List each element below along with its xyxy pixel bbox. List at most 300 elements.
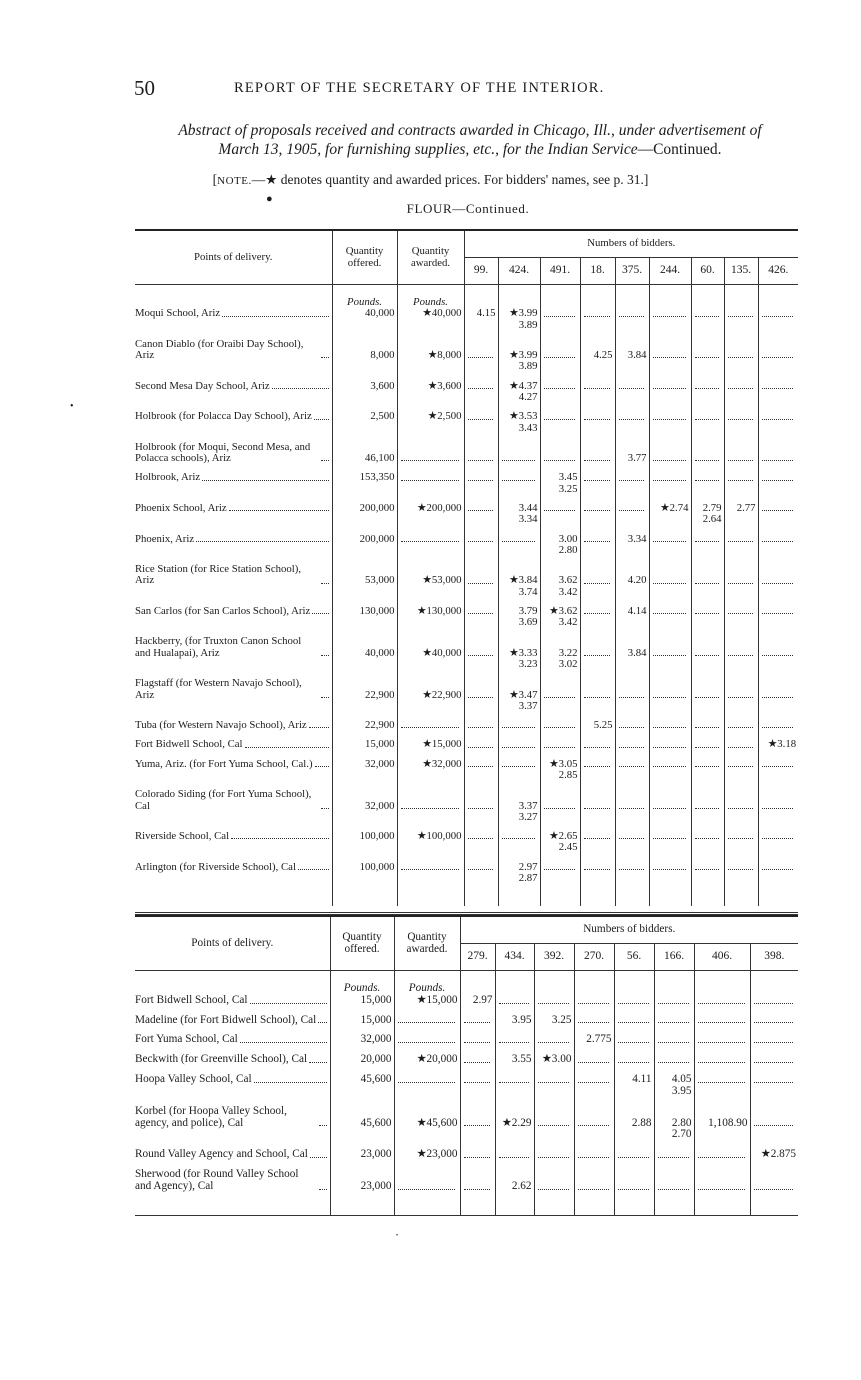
table-cell	[615, 812, 649, 823]
leader-dots	[468, 655, 493, 656]
bid-price-cell	[498, 495, 540, 514]
table-cell	[540, 361, 580, 372]
leader-dots	[468, 541, 493, 542]
leader-dots	[695, 419, 719, 420]
bid-price-cell	[758, 403, 798, 422]
leader-dots	[584, 766, 610, 767]
leader-dots	[698, 1062, 745, 1063]
table-cell	[540, 884, 580, 906]
bid-price-cell	[574, 1141, 614, 1161]
point-of-delivery-name: Canon Diablo (for Oraibi Day School), Ariz	[135, 337, 304, 362]
table-row-continuation	[135, 842, 798, 853]
leader-dots	[499, 1042, 529, 1043]
leader-dots	[312, 613, 328, 614]
bid-price-cell	[750, 1161, 798, 1193]
point-of-delivery	[135, 373, 332, 392]
table-cell	[540, 701, 580, 712]
abstract-title-line-2-italic: March 13, 1905, for furnishing supplies, etc., for the Indian Service	[218, 141, 638, 158]
quantity-offered: 45,600	[330, 1098, 394, 1130]
bid-price-cell	[534, 1141, 574, 1161]
bidder-number-header: 398.	[750, 944, 798, 971]
table-cell	[332, 484, 397, 495]
page-number: 50	[134, 76, 155, 100]
leader-dots	[695, 655, 719, 656]
table-cell	[615, 484, 649, 495]
table-row	[135, 781, 798, 812]
bid-price-cell	[691, 403, 724, 422]
bid-price-cell	[580, 526, 615, 545]
leader-dots	[728, 766, 753, 767]
leader-dots	[464, 1082, 490, 1083]
table-cell	[649, 701, 691, 712]
ink-speck: •	[396, 1233, 399, 1239]
point-of-delivery	[135, 403, 332, 422]
bid-price-cell	[540, 854, 580, 873]
table-cell	[580, 812, 615, 823]
table-cell	[614, 1193, 654, 1215]
leader-dots	[653, 419, 686, 420]
table-cell	[750, 1129, 798, 1141]
table-cell	[580, 423, 615, 434]
leader-dots	[584, 388, 610, 389]
quantity-awarded	[394, 1161, 460, 1193]
bid-price-cell	[758, 823, 798, 842]
leader-dots	[653, 697, 686, 698]
quantity-offered: 15,000	[330, 995, 394, 1007]
bid-price-cell	[615, 628, 649, 659]
bid-price-cell	[498, 464, 540, 483]
bid-price-cell	[615, 751, 649, 770]
bid-price-cell	[758, 628, 798, 659]
leader-dots	[464, 1062, 490, 1063]
table-cell	[615, 545, 649, 556]
table-cell	[464, 659, 498, 670]
leader-dots	[728, 613, 753, 614]
leader-dots	[698, 1042, 745, 1043]
bid-price-cell	[691, 731, 724, 750]
table-cell	[615, 617, 649, 628]
bid-price-cell	[724, 731, 758, 750]
leader-dots	[502, 541, 535, 542]
bid-price-cell	[498, 781, 540, 812]
bid-price: 3.22	[558, 646, 578, 659]
point-of-delivery	[135, 598, 332, 617]
table-cell	[397, 392, 464, 403]
bid-price-cell	[724, 403, 758, 422]
point-of-delivery-name: Fort Bidwell School, Cal	[135, 738, 243, 751]
leader-dots	[653, 583, 686, 584]
bid-price-cell	[758, 712, 798, 731]
bid-price: ★2.29	[501, 1116, 532, 1129]
bid-price-cell	[464, 495, 498, 514]
bid-price-cell	[580, 670, 615, 701]
leader-dots	[653, 541, 686, 542]
quantity-awarded	[397, 712, 464, 731]
quantity-offered-header: Quantity offered.	[330, 916, 394, 971]
bid-price: ★2.875	[760, 1148, 797, 1161]
table-cell	[724, 320, 758, 331]
table-cell	[724, 514, 758, 525]
bid-price-cell	[498, 751, 540, 770]
bidder-number-header: 426.	[758, 258, 798, 285]
table-row	[135, 434, 798, 465]
bid-price-cell	[649, 598, 691, 617]
table-cell	[332, 545, 397, 556]
quantity-awarded: ★40,000	[397, 628, 464, 659]
bid-price-cell	[691, 495, 724, 514]
table-row-continuation	[135, 659, 798, 670]
leader-dots	[544, 316, 575, 317]
leader-dots	[196, 541, 328, 542]
bid-price-cell	[615, 670, 649, 701]
bid-price-cell	[574, 1098, 614, 1130]
bid-price-cell	[540, 781, 580, 812]
leader-dots	[502, 727, 535, 728]
leader-dots	[254, 1082, 327, 1083]
bid-price-cell	[750, 1098, 798, 1130]
table-row	[135, 308, 798, 319]
table-cell	[649, 320, 691, 331]
bid-price-cell	[540, 495, 580, 514]
table-cell	[615, 297, 649, 308]
leader-dots	[653, 747, 686, 748]
bid-price-cell	[615, 781, 649, 812]
table-cell	[691, 659, 724, 670]
leader-dots	[695, 697, 719, 698]
bid-price-alt: 2.70	[671, 1128, 692, 1141]
bid-price-cell	[534, 1046, 574, 1066]
leader-dots	[728, 357, 753, 358]
leader-dots	[653, 766, 686, 767]
table-cell	[135, 484, 332, 495]
point-of-delivery-name: Tuba (for Western Navajo School), Ariz	[135, 719, 307, 732]
table-cell	[498, 884, 540, 906]
bid-price: 1,108.90	[708, 1116, 748, 1129]
bid-price-cell	[649, 781, 691, 812]
running-head: REPORT OF THE SECRETARY OF THE INTERIOR.	[234, 80, 605, 96]
table-cell	[330, 1086, 394, 1098]
bid-price-cell	[464, 556, 498, 587]
bid-price-cell	[534, 1161, 574, 1193]
bid-price-cell	[691, 781, 724, 812]
table-cell	[540, 297, 580, 308]
table-cell	[135, 545, 332, 556]
bid-price-cell	[534, 1066, 574, 1086]
leader-dots	[398, 1189, 455, 1190]
quantity-awarded	[394, 1026, 460, 1046]
leader-dots	[272, 388, 329, 389]
point-of-delivery	[135, 854, 332, 873]
point-of-delivery	[135, 628, 332, 659]
point-of-delivery-name: Holbrook (for Moqui, Second Mesa, and Polacca schools), Ariz	[135, 440, 311, 465]
table-cell	[394, 1086, 460, 1098]
note-text: denotes quantity and awarded prices. For bidders' names, see p. 31.]	[277, 172, 649, 187]
bid-price: ★3.84	[509, 574, 538, 587]
bid-price: ★3.05	[549, 757, 578, 770]
quantity-awarded-header: Quantity awarded.	[397, 230, 464, 285]
bid-price-cell	[615, 731, 649, 750]
bid-price-cell	[654, 1026, 694, 1046]
table-cell	[397, 545, 464, 556]
leader-dots	[619, 869, 644, 870]
leader-dots	[468, 697, 493, 698]
bid-price-alt: 3.23	[518, 658, 538, 671]
points-of-delivery-header: Points of delivery.	[135, 230, 332, 285]
table-cell	[758, 320, 798, 331]
bid-price: 5.25	[593, 719, 613, 732]
quantity-awarded	[397, 464, 464, 483]
bid-price: 3.84	[627, 349, 647, 362]
table-cell	[615, 587, 649, 598]
table-cell	[615, 701, 649, 712]
bid-price-cell	[495, 1161, 534, 1193]
table-row-continuation	[135, 812, 798, 823]
leader-dots	[544, 388, 575, 389]
bid-price-cell	[694, 1098, 750, 1130]
point-of-delivery	[135, 1026, 330, 1046]
leader-dots	[468, 419, 493, 420]
bid-price-alt: 3.42	[558, 616, 578, 629]
bid-price: 3.95	[511, 1013, 532, 1026]
table-cell	[580, 392, 615, 403]
quantity-offered: 22,900	[332, 670, 397, 701]
leader-dots	[698, 1082, 745, 1083]
bid-price-cell	[724, 670, 758, 701]
leader-dots	[695, 480, 719, 481]
quantity-awarded: ★40,000	[397, 308, 464, 319]
bid-price-cell	[649, 331, 691, 362]
bid-price-cell	[615, 373, 649, 392]
table-cell	[135, 617, 332, 628]
leader-dots	[398, 1042, 455, 1043]
bidder-number-header: 279.	[460, 944, 495, 971]
leader-dots	[321, 583, 329, 584]
quantity-awarded: ★20,000	[394, 1046, 460, 1066]
table-row-continuation	[135, 484, 798, 495]
bid-price-cell	[694, 1161, 750, 1193]
bid-price-cell	[758, 434, 798, 465]
point-of-delivery	[135, 751, 332, 770]
quantity-offered: 23,000	[330, 1141, 394, 1161]
leader-dots	[309, 1062, 326, 1063]
quantity-offered: 53,000	[332, 556, 397, 587]
quantity-offered: 2,500	[332, 403, 397, 422]
bid-price: 3.44	[518, 501, 538, 514]
point-of-delivery	[135, 823, 332, 842]
leader-dots	[250, 1003, 327, 1004]
units-offered: Pounds.	[332, 297, 397, 308]
table-cell	[691, 884, 724, 906]
leader-dots	[538, 1003, 569, 1004]
quantity-awarded	[397, 434, 464, 465]
table-cell	[135, 361, 332, 372]
table-cell	[694, 983, 750, 995]
table-cell	[397, 812, 464, 823]
leader-dots	[762, 510, 794, 511]
bid-price-alt: 3.27	[518, 810, 538, 823]
table-cell	[580, 884, 615, 906]
table-cell	[724, 884, 758, 906]
leader-dots	[653, 869, 686, 870]
bid-price-cell	[464, 781, 498, 812]
table-cell	[498, 587, 540, 598]
table-cell	[498, 392, 540, 403]
bidder-number-header: 244.	[649, 258, 691, 285]
point-of-delivery	[135, 1066, 330, 1086]
leader-dots	[468, 357, 493, 358]
table-cell	[464, 884, 498, 906]
table-cell	[694, 1086, 750, 1098]
bid-price-cell	[464, 598, 498, 617]
table-cell	[498, 842, 540, 853]
bid-price-cell	[540, 308, 580, 319]
table-cell	[724, 770, 758, 781]
bid-price-cell	[574, 1161, 614, 1193]
point-of-delivery-name: Beckwith (for Greenville School), Cal	[135, 1053, 308, 1066]
point-of-delivery-name: Yuma, Ariz. (for Fort Yuma School, Cal.)	[135, 757, 313, 770]
bid-price-cell	[750, 1141, 798, 1161]
table-cell	[397, 884, 464, 906]
table-cell	[464, 587, 498, 598]
bid-price-cell	[724, 526, 758, 545]
leader-dots	[653, 727, 686, 728]
bid-price-cell	[540, 751, 580, 770]
table-row	[135, 526, 798, 545]
table-cell	[580, 701, 615, 712]
table-cell	[135, 812, 332, 823]
table-cell	[540, 392, 580, 403]
leader-dots	[584, 655, 610, 656]
table-cell	[649, 423, 691, 434]
bid-price-cell	[758, 526, 798, 545]
table-row-continuation	[135, 1129, 798, 1141]
leader-dots	[728, 838, 753, 839]
bid-price-cell	[498, 731, 540, 750]
leader-dots	[584, 541, 610, 542]
bid-price-cell	[694, 1007, 750, 1027]
table-row	[135, 751, 798, 770]
table-cell	[758, 884, 798, 906]
leader-dots	[319, 1125, 327, 1126]
bid-price-cell	[691, 331, 724, 362]
bid-price: 3.77	[627, 452, 647, 465]
table-cell	[498, 545, 540, 556]
page-header	[134, 76, 804, 100]
bid-price-cell	[649, 731, 691, 750]
leader-dots	[762, 655, 794, 656]
bid-price-cell	[614, 1066, 654, 1086]
table-row-continuation	[135, 770, 798, 781]
leader-dots	[754, 1062, 794, 1063]
bid-price-cell	[460, 1026, 495, 1046]
leader-dots	[698, 1189, 745, 1190]
bid-price-alt: 3.95	[671, 1084, 692, 1097]
leader-dots	[658, 1062, 689, 1063]
bid-price: 2.80	[671, 1116, 692, 1129]
leader-dots	[464, 1125, 490, 1126]
leader-dots	[538, 1157, 569, 1158]
table-cell	[691, 770, 724, 781]
leader-dots	[468, 583, 493, 584]
flour-table-1	[135, 229, 798, 906]
leader-dots	[728, 697, 753, 698]
bid-price-cell	[498, 854, 540, 873]
table-row-continuation	[135, 423, 798, 434]
table-cell	[540, 545, 580, 556]
table-row	[135, 1046, 798, 1066]
leader-dots	[619, 727, 644, 728]
leader-dots	[538, 1082, 569, 1083]
leader-dots	[584, 613, 610, 614]
table-cell	[574, 1086, 614, 1098]
table-cell	[332, 770, 397, 781]
table-cell	[464, 423, 498, 434]
bid-price-alt: 3.43	[518, 421, 538, 434]
leader-dots	[658, 1003, 689, 1004]
abstract-title-line-2-upright: —Continued.	[637, 141, 722, 158]
table-cell	[615, 842, 649, 853]
section-title: FLOUR—Continued.	[406, 201, 530, 216]
bid-price-cell	[649, 670, 691, 701]
table-cell	[580, 873, 615, 884]
bid-price: ★3.33	[509, 646, 538, 659]
table-cell	[574, 1129, 614, 1141]
table-cell	[615, 770, 649, 781]
bid-price-cell	[614, 1161, 654, 1193]
bid-price-cell	[574, 1007, 614, 1027]
table-cell	[460, 1086, 495, 1098]
quantity-offered: 45,600	[330, 1066, 394, 1086]
leader-dots	[499, 1157, 529, 1158]
quantity-awarded: ★2,500	[397, 403, 464, 422]
table-row	[135, 331, 798, 362]
table-cell	[332, 701, 397, 712]
leader-dots	[754, 1042, 794, 1043]
point-of-delivery	[135, 731, 332, 750]
bid-price: 4.05	[671, 1073, 692, 1086]
leader-dots	[468, 480, 493, 481]
bid-price-cell	[615, 495, 649, 514]
leader-dots	[619, 808, 644, 809]
table-cell	[540, 617, 580, 628]
bid-price-cell	[464, 331, 498, 362]
bid-price-cell	[691, 464, 724, 483]
table-cell	[580, 587, 615, 598]
table-cell	[540, 423, 580, 434]
leader-dots	[319, 1189, 327, 1190]
point-of-delivery-name: San Carlos (for San Carlos School), Ariz	[135, 604, 311, 617]
table-row	[135, 995, 798, 1007]
leader-dots	[658, 1157, 689, 1158]
table-cell	[397, 770, 464, 781]
table-cell	[750, 1086, 798, 1098]
table-cell	[758, 617, 798, 628]
quantity-awarded	[397, 854, 464, 873]
bid-price: 4.25	[593, 349, 613, 362]
bid-price-cell	[691, 434, 724, 465]
table-cell	[397, 484, 464, 495]
bid-price-cell	[615, 854, 649, 873]
table-cell	[135, 1129, 330, 1141]
point-of-delivery-name: Hoopa Valley School, Cal	[135, 1073, 252, 1086]
bidder-number-header: 60.	[691, 258, 724, 285]
bid-price-cell	[654, 1141, 694, 1161]
table-cell	[615, 514, 649, 525]
table-cell	[691, 484, 724, 495]
bid-price-cell	[691, 556, 724, 587]
leader-dots	[538, 1042, 569, 1043]
table-cell	[580, 514, 615, 525]
